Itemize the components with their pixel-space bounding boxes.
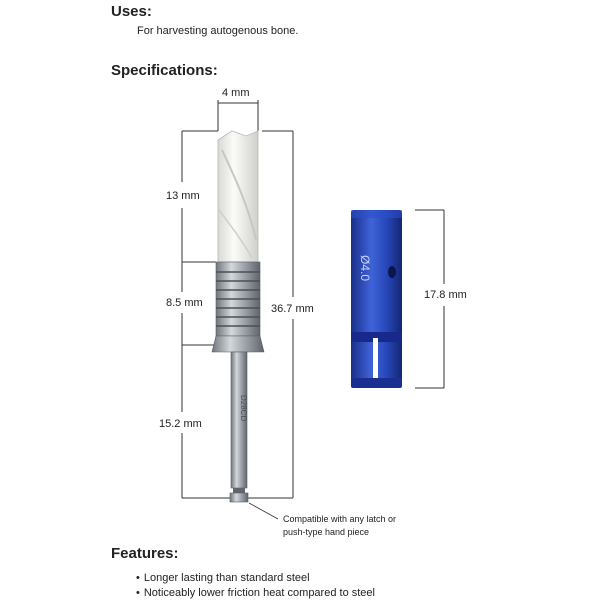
- cap-dimension-bracket: [415, 210, 444, 388]
- uses-text: For harvesting autogenous bone.: [137, 25, 299, 37]
- shank-length-label: 15.2 mm: [159, 418, 202, 430]
- feature-item: • Noticeably lower friction heat compared to steel: [136, 586, 375, 601]
- compatibility-leader-line: [249, 503, 278, 519]
- tip-length-label: 13 mm: [166, 190, 200, 202]
- width-label: 4 mm: [222, 87, 250, 99]
- ceramic-drill-tip: [218, 131, 258, 262]
- threaded-collar: [212, 262, 264, 352]
- specifications-heading: Specifications:: [111, 62, 218, 79]
- total-length-label: 36.7 mm: [271, 303, 314, 315]
- shank-engraving: D28CD: [239, 395, 248, 422]
- mid-length-label: 8.5 mm: [166, 297, 203, 309]
- cap-engraving: Ø4.0: [358, 255, 372, 282]
- drill-shank: [230, 352, 248, 502]
- blue-drill-cap: [351, 210, 402, 388]
- uses-heading: Uses:: [111, 3, 152, 20]
- width-dimension: [218, 100, 258, 131]
- cap-length-label: 17.8 mm: [424, 289, 467, 301]
- compatibility-note-line1: Compatible with any latch or: [283, 514, 397, 524]
- features-heading: Features:: [111, 545, 179, 562]
- compatibility-note-line2: push-type hand piece: [283, 527, 370, 537]
- feature-item: • Longer lasting than standard steel: [136, 571, 375, 586]
